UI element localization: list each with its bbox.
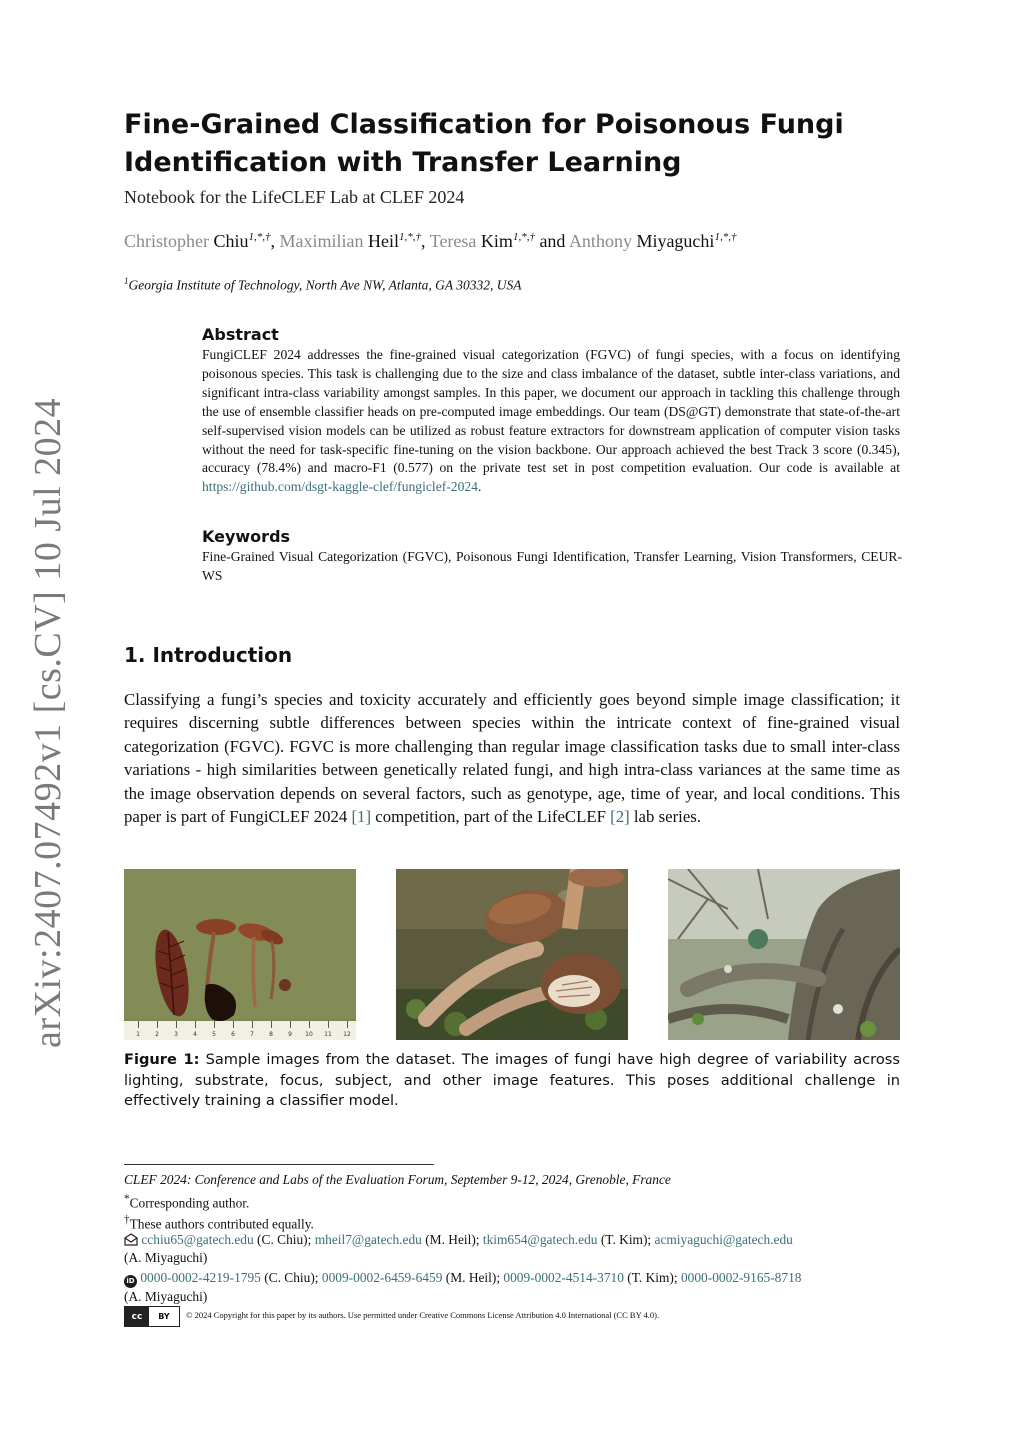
ruler-tick: 8 (269, 1031, 273, 1038)
orcid-link-kim[interactable]: 0009-0002-4514-3710 (503, 1270, 624, 1285)
title-line-2: Identification with Transfer Learning (124, 147, 682, 178)
title-line-1: Fine-Grained Classification for Poisonous Fungi (124, 109, 844, 140)
paper-title (124, 106, 924, 182)
citation-2[interactable]: [2] (610, 807, 630, 827)
figure-caption: Figure 1: Sample images from the dataset. The images of fungi have high degree of variability across lighting, substrate, focus, subject, and other image features. This poses additional challenge in effectively training a classifier model. (124, 1051, 900, 1110)
ruler-tick: 5 (212, 1031, 216, 1038)
ruler-tick: 4 (193, 1031, 197, 1038)
copyright-notice: © 2024 Copyright for this paper by its authors. Use permitted under Creative Commons License Attribution 4.0 International (CC BY 4.0). (186, 1310, 660, 1320)
cc-license-badge[interactable] (124, 1306, 180, 1327)
footnote-corresponding: *Corresponding author. (124, 1193, 250, 1211)
ruler-tick: 9 (288, 1031, 292, 1038)
footnote-rule (124, 1164, 434, 1165)
section-heading-introduction: 1. Introduction (124, 643, 293, 667)
author-kim: Teresa Kim$^{1,*,\dagger}$ and (429, 231, 569, 251)
ruler-tick: 6 (231, 1031, 235, 1038)
tree-base-illustration (668, 869, 900, 1040)
affiliation: $^1$Georgia Institute of Technology, North Ave NW, Atlanta, GA 30332, USA (124, 276, 522, 293)
citation-1[interactable]: [1] (351, 807, 372, 827)
author-list (124, 231, 736, 252)
footnote-equal: †These authors contributed equally. (124, 1214, 314, 1232)
orcid-link-heil[interactable]: 0009-0002-6459-6459 (321, 1270, 443, 1285)
ruler-tick: 7 (250, 1031, 254, 1038)
figure-label: Figure 1: (124, 1051, 200, 1068)
orcid-link-chiu[interactable]: 0000-0002-4219-1795 (140, 1270, 261, 1285)
figure-image-specimens (124, 869, 356, 1040)
ruler-tick: 2 (155, 1031, 159, 1038)
ruler-tick: 12 (343, 1031, 351, 1038)
cc-icon: cc (125, 1307, 149, 1326)
envelope-icon (124, 1233, 138, 1246)
email-link-kim[interactable]: tkim654@gatech.edu (482, 1232, 598, 1247)
keywords-heading: Keywords (202, 527, 291, 546)
footnote-orcids: iD 0000-0002-4219-1795 (C. Chiu); 0009-0002-6459-6459 (M. Heil); 0009-0002-4514-3710 (T. Kim); 0000-0002-9165-8718 (A. Miyaguchi) (124, 1270, 802, 1304)
ruler-tick: 1 (136, 1031, 140, 1038)
by-icon: BY (158, 1312, 170, 1321)
email-link-miyaguchi[interactable]: acmiyaguchi@gatech.edu (654, 1232, 793, 1247)
author-chiu: Christopher Chiu$^{1,*,\dagger}$, (124, 231, 280, 251)
author-heil: Maximilian Heil$^{1,*,\dagger}$, (279, 231, 430, 251)
figure-image-mushrooms (396, 869, 628, 1040)
orcid-link-miyaguchi[interactable]: 0000-0002-9165-8718 (680, 1270, 802, 1285)
author-miyaguchi: Anthony Miyaguchi$^{1,*,\dagger}$ (568, 231, 737, 251)
specimens-illustration (124, 869, 356, 1040)
footnote-conference: CLEF 2024: Conference and Labs of the Evaluation Forum, September 9-12, 2024, Grenoble, France (124, 1172, 671, 1187)
footnote-emails: cchiu65@gatech.edu (C. Chiu); mheil7@gatech.edu (M. Heil); tkim654@gatech.edu (T. Kim); acmiyaguchi@gatech.edu (A. Miyaguchi) (124, 1232, 793, 1265)
arxiv-sidebar-stamp: arXiv:2407.07492v1 [cs.CV] 10 Jul 2024 (27, 397, 69, 1048)
orcid-icon: iD (124, 1275, 137, 1288)
abstract-body: FungiCLEF 2024 addresses the fine-grained visual categorization (FGVC) of fungi species, with a focus on identifying poisonous species. This task is challenging due to the size and class imbalance of the dataset, subtle inter-class variations, and significant intra-class variability amongst samples. In this paper, we document our approach in tackling this challenge through the use of ensemble classifier heads on pre-computed image embeddings. Our team (DS@GT) demonstrate that state-of-the-art self-supervised vision models can be utilized as robust feature extractors for downstream application of computer vision tasks without the need for task-specific fine-tuning on the vision backbone. Our approach achieved the best Track 3 score (0.345), accuracy (78.4%) and macro-F1 (0.577) on the private test set in post competition evaluation. Our code is available at https://github.com/dsgt-kaggle-clef/fungiclef-2024. (202, 347, 900, 495)
figure-image-tree-base (668, 869, 900, 1040)
ruler-tick: 11 (324, 1031, 332, 1038)
email-link-chiu[interactable]: cchiu65@gatech.edu (141, 1232, 254, 1247)
paper-subtitle: Notebook for the LifeCLEF Lab at CLEF 2024 (124, 187, 465, 207)
email-link-heil[interactable]: mheil7@gatech.edu (314, 1232, 422, 1247)
ruler-tick: 10 (305, 1031, 313, 1038)
introduction-paragraph: Classifying a fungi’s species and toxicity accurately and efficiently goes beyond simple image classification; it requires discerning subtle differences between species within the intricate context of fine-grained visual categorization (FGVC). FGVC is more challenging than regular image classification tasks due to small inter-class variations - high similarities between genetically related fungi, and high intra-class variances at the same time as the image observation depends on several factors, such as genotype, age, time of year, and local conditions. This paper is part of FungiCLEF 2024 [1] competition, part of the LifeCLEF [2] lab series. (124, 690, 900, 827)
ruler-tick: 3 (174, 1031, 178, 1038)
mushrooms-illustration (396, 869, 628, 1040)
keywords-body: Fine-Grained Visual Categorization (FGVC), Poisonous Fungi Identification, Transfer Learning, Vision Transformers, CEUR-WS (202, 549, 902, 583)
abstract-heading: Abstract (202, 325, 279, 344)
github-link[interactable]: https://github.com/dsgt-kaggle-clef/fungiclef-2024 (202, 479, 478, 495)
